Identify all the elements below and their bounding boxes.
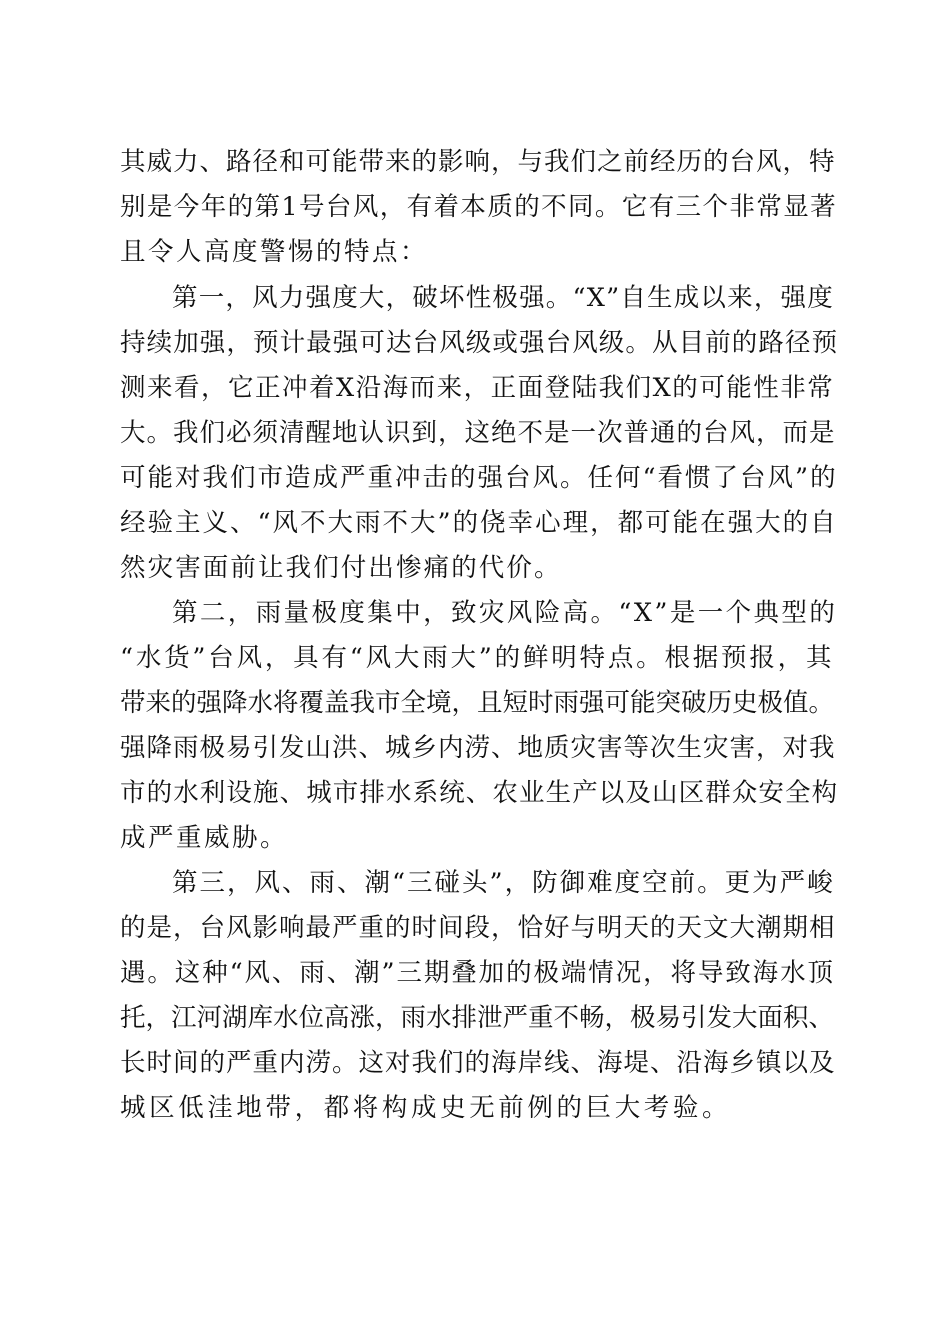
text-line [0,863,950,903]
line-text: 的是，台风影响最严重的时间段，恰好与明天的天文大潮期相 [120,913,836,943]
text-line [0,683,950,723]
line-text: 其威力、路径和可能带来的影响，与我们之前经历的台风，特 [120,147,836,177]
text-line [0,953,950,993]
line-text: 且令人高度警惕的特点： [120,237,429,267]
text-line [0,638,950,678]
line-text: 持续加强，预计最强可达台风级或强台风级。从目前的路径预 [120,328,839,358]
line-text: 强降雨极易引发山洪、城乡内涝、地质灾害等次生灾害，对我 [120,733,836,763]
line-text: 可能对我们市造成严重冲击的强台风。任何“看惯了台风”的 [120,463,838,493]
line-text: 市的水利设施、城市排水系统、农业生产以及山区群众安全构 [120,778,839,808]
text-line [0,142,950,182]
text-line [0,368,950,408]
line-text: 测来看，它正冲着X沿海而来，正面登陆我们X的可能性非常 [120,373,835,403]
line-text: 遇。这种“风、雨、潮”三期叠加的极端情况，将导致海水顶 [120,958,835,988]
line-text: 经验主义、“风不大雨不大”的侥幸心理，都可能在强大的自 [120,508,838,538]
text-line [0,548,950,588]
text-line [0,908,950,948]
line-text: 大。我们必须清醒地认识到，这绝不是一次普通的台风，而是 [120,418,836,448]
text-line [0,187,950,227]
line-text: 第一，风力强度大，破坏性极强。“X”自生成以来，强度 [172,283,834,313]
text-line [0,1043,950,1083]
text-line [0,728,950,768]
line-text: 别是今年的第1号台风，有着本质的不同。它有三个非常显著 [120,192,838,222]
line-text: “水货”台风，具有“风大雨大”的鲜明特点。根据预报，其 [120,643,835,673]
text-line [0,232,950,272]
text-line [0,1088,950,1128]
line-text: 长时间的严重内涝。这对我们的海岸线、海堤、沿海乡镇以及 [120,1048,836,1078]
text-line [0,458,950,498]
line-text: 第三，风、雨、潮“三碰头”，防御难度空前。更为严峻 [172,868,835,898]
text-line [0,413,950,453]
text-line [0,278,950,318]
line-text: 城区低洼地带，都将构成史无前例的巨大考验。 [120,1093,732,1123]
line-text: 第二，雨量极度集中，致灾风险高。“X”是一个典型的 [172,598,838,628]
text-line [0,593,950,633]
text-line [0,503,950,543]
text-line [0,818,950,858]
line-text: 成严重威胁。 [120,823,289,853]
text-line [0,998,950,1038]
line-text: 然灾害面前让我们付出惨痛的代价。 [120,553,562,583]
text-line [0,773,950,813]
line-text: 托，江河湖库水位高涨，雨水排泄严重不畅，极易引发大面积、 [120,1003,835,1033]
text-line [0,323,950,363]
line-text: 带来的强降水将覆盖我市全境，且短时雨强可能突破历史极值。 [120,688,835,718]
